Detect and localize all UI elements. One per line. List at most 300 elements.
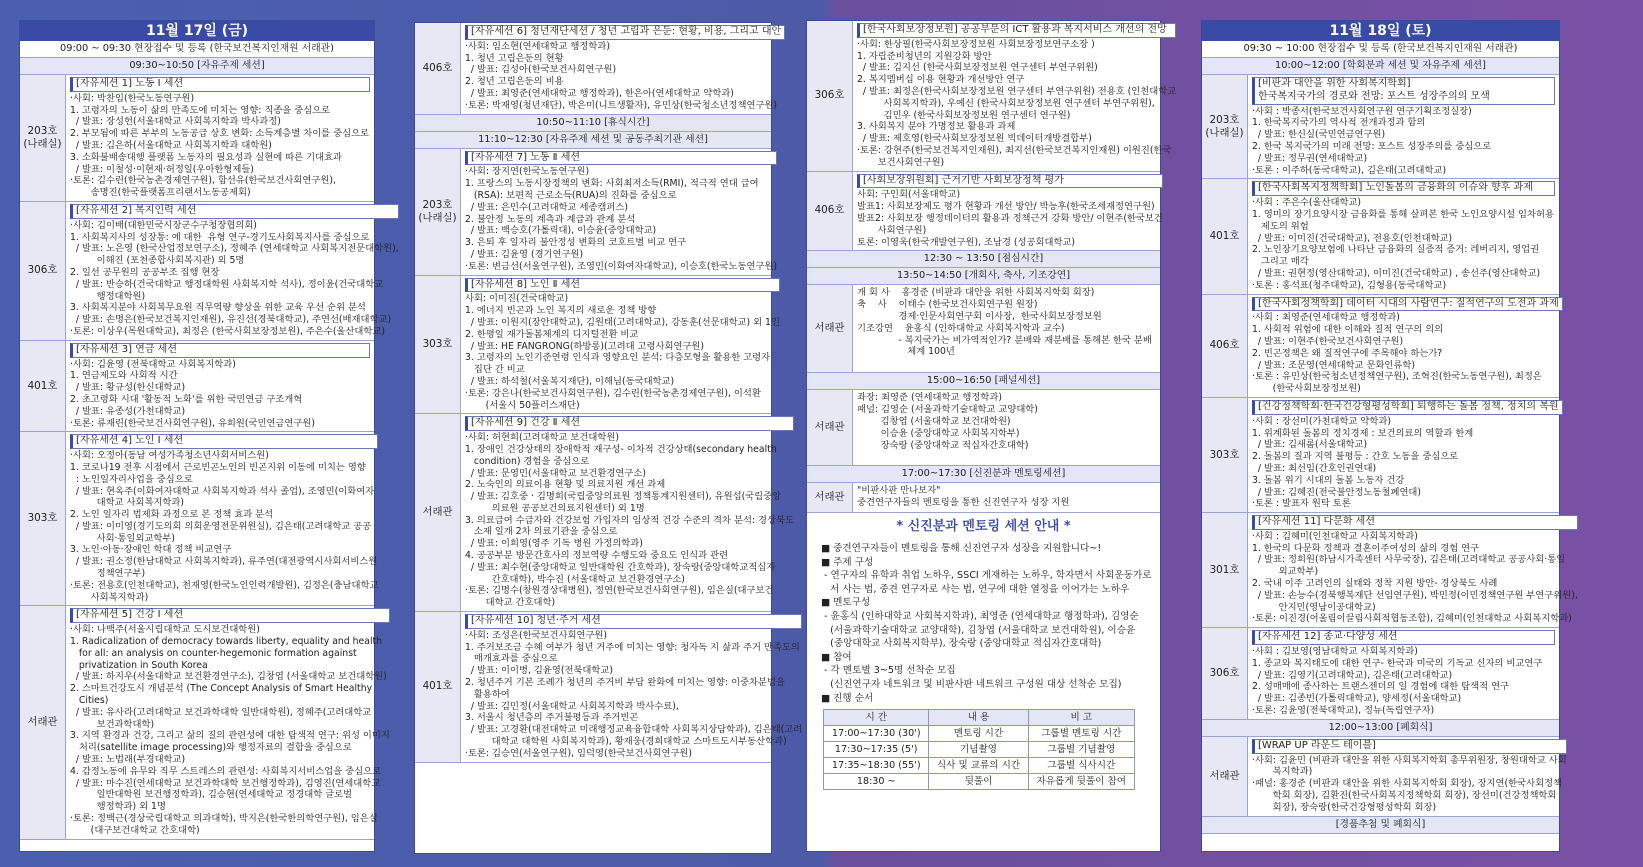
session-body (66, 75, 374, 201)
session-row (1202, 295, 1559, 398)
session-line: 토론: 이영욱(한국개발연구원), 조남경 (성공회대학교) (857, 236, 1076, 248)
session-list (20, 75, 399, 840)
session-title: [자유세션 6] 청년재단세션 / 청년 고립과 은둔: 현황, 비용, 그리고 대안 (465, 25, 785, 40)
session-line: / 발표: 이미진(건국대학교), 전용호(인천대학교) (1252, 232, 1453, 244)
table-cell: 자유롭게 뒷풀이 참여 (1028, 774, 1134, 790)
day-title: 11월 17일 (금) (20, 21, 374, 41)
room-label: 203호 (나래실) (415, 149, 461, 275)
session-line: 보건사회연구원) (857, 156, 945, 168)
session-line: 서 사는 법, 중견 연구자로 사는 법, 연구에 대한 열정을 이어가는 노하우 (821, 583, 1130, 595)
session-body (66, 606, 394, 838)
time-slot-header: 10:00~12:00 [학회분과 세션 및 자유주제 세션] (1202, 58, 1559, 75)
table-cell: 그룹별 멘토링 시간 (1028, 726, 1134, 742)
session-line: 이해진 (포천종합사회복지관) 외 5명 (70, 255, 245, 267)
closing-ceremony: [경품추첨 및 폐회식] (1202, 817, 1559, 834)
session-line: 1. 주거보조금 수혜 여부가 청년 거주에 미치는 영향: 청자독 지 삶과 주거 만족도의 (465, 641, 800, 653)
session-line: / 발표: 은민수(고려대학교 세종캠퍼스) (465, 201, 629, 213)
session-line: 4. 공공부분 방문간호사의 정보역량 수행도와 중요도 인식과 관련 (465, 550, 729, 562)
session-line: (중앙대학교 사회복지학부), 장숙랑 (중앙대학교 적십자간호대학) (821, 638, 1102, 650)
session-line: 2. 부모됨에 따른 부부의 노동공급 상호 변화: 소득계층별 차이를 중심으로 (70, 128, 370, 140)
session-line: / 발표: 김성아(한국보건사회연구원) (465, 64, 617, 76)
session-line: ·토론: 김윤영(전북대학교), 정뉴(독립연구자) (1252, 705, 1435, 717)
session-line: ·토론: 이상우(목원대학교), 최정은 (한국사회보장정보원), 주은수(울산대학교) (70, 325, 386, 337)
session-line: / 발표: 황규성(한신대학교) (70, 382, 186, 394)
session-line: ·사회: 김윤민 (비판과 대안을 위한 사회복지학회 총무위원장, 창원대학교 사회 (1252, 754, 1567, 766)
session-line: / 발표: 김호중 · 김명희(국립중앙의료원 정책통계지원센터), 유원섭(국립중앙 (465, 491, 782, 503)
session-title: [자유세션 1] 노동 Ⅰ 세션 (70, 77, 370, 92)
session-line: 행정학과) 외 1명 (70, 801, 166, 813)
registration-time: 09:30 ~ 10:00 현장접수 및 등록 (한국보건복지인재원 서래관) (1202, 41, 1559, 58)
session-title: [자유세션 10] 청년·주거 세션 (465, 614, 802, 629)
panel-slot: 15:00~16:50 [패널세션] (807, 373, 1160, 390)
session-line: 3. 노인·아동·장애인 학대 정책 비교연구 (70, 544, 232, 556)
table-cell: 17:30~17:35 (5') (824, 742, 929, 758)
session-line: / 발표: 김종빈(가톨릭대학교), 양세정(서울대학교) (1252, 693, 1462, 705)
session-line: 대학교 사회복지학과) (70, 497, 185, 509)
session-line: 학회 회장), 김환진(한국사회복지정책학회 회장), 장선미(건강정책학회 (1252, 790, 1557, 802)
session-line: ■ 참여 (821, 651, 852, 663)
session-title: [자유세션 11] 다문화 세션 (1252, 515, 1578, 530)
session-line: : 노인일자리사업을 중심으로 (70, 473, 193, 485)
session-line: 1. 위계화된 돌봄의 정치경제 : 보건의료의 역할과 한계 (1252, 427, 1474, 439)
session-line: (대구보건대학교 간호대학) (70, 824, 200, 836)
session-line: 3. 지역 환경과 건강, 그리고 삶의 질의 관련성에 대한 탐색적 연구: 위성 이미지 (70, 730, 390, 742)
session-line: 1. 한국복지국가의 역사적 전개과정과 함의 (1252, 117, 1426, 129)
session-line: 이승윤 (중앙대학교 사회복지학부) (857, 427, 1020, 439)
table-cell: 뒷풀이 (929, 774, 1028, 790)
session-line: 2. 노인장기요양보험에 나타난 금융화의 실증적 증거: 레버리지, 영업권 (1252, 244, 1540, 256)
table-cell: 그룹별 식사시간 (1028, 758, 1134, 774)
mentoring-schedule-table (823, 709, 1135, 790)
table-cell: 17:35~18:30 (55') (824, 758, 929, 774)
session-line: 소재 일개 2차 의료기관을 중심으로 (465, 526, 618, 538)
session-row (1202, 628, 1559, 720)
session-line: / 발표: 현옥주(이화여자대학교 사회복지학과 석사 졸업), 조영민(이화여자 (70, 485, 375, 497)
room-label: 서래관 (415, 414, 461, 611)
session-body (461, 23, 789, 114)
session-body (461, 149, 781, 275)
session-line: / 발표: 김지선 (한국사회보장정보원 연구센터 부연구위원) (857, 62, 1098, 74)
panel-details (853, 390, 1160, 465)
session-line: 2. 불안정 노동의 계측과 계급과 관계 분석 (465, 213, 636, 225)
session-line: / 발표: 최영준(연세대학교 행정학과), 한은아(연세대학교 약학과) (465, 87, 734, 99)
session-line: 3. 사회복지 분야 가명정보 활용과 과제 (857, 121, 1016, 133)
session-row (807, 172, 1163, 252)
session-line: ·사회 : 장선미(가천대학교 약학과) (1252, 415, 1391, 427)
session-line: / 발표: 정무권(연세대학교) (1252, 152, 1368, 164)
session-line: / 발표: 권소정(한남대학교 사회복지학과), 류주연(대전광역시사회서비스원 (70, 556, 378, 568)
session-line: 발표1: 사회보장제도 평가 현황과 개선 방안/ 박능후(한국조세재정연구원) (857, 201, 1155, 213)
opening-slot: 13:50~14:50 [개회사, 축사, 기조강연] (807, 268, 1160, 285)
session-line: 3. 의료급여 수급자와 건강보험 가입자의 임상적 건강 수준의 격차 분석: 경상북도 (465, 514, 794, 526)
session-line: ·토론 : 이주하(동국대학교), 김은태(고려대학교) (1252, 164, 1447, 176)
session-line: / 발표: 유사라(고려대학교 보건과학대학 일반대학원), 정혜주(고려대학교 (70, 706, 372, 718)
session-title: [자유세션 7] 노동 Ⅱ 세션 (465, 151, 777, 166)
session-line: 사회복지학과), 우예신 (한국사회보장정보원 연구센터 부연구위원), (857, 97, 1155, 109)
session-line: 대학교 간호대학) (465, 597, 556, 609)
session-title: [자유세션 9] 건강 Ⅱ 세션 (465, 416, 794, 431)
session-line: / 발표: 반승하(건국대학교 행정대학원 사회복지학 석사), 정이윤(건국대학교 (70, 278, 384, 290)
session-line: 중견연구자들의 멘토링을 통한 신진연구자 성장 지원 (857, 497, 1070, 509)
session-line: 2. 한평일 재가돌봄체계의 디지털전환 비교 (465, 328, 639, 340)
session-line: 회장), 장숙랑(한국건강형평성학회 회장) (1252, 801, 1437, 813)
session-body (1248, 295, 1567, 397)
session-line: ·사회: 박찬임(한국노동연구원) (70, 92, 195, 104)
session-line: 그리고 매각 (1252, 256, 1309, 268)
session-line: 집단 간 비교 (465, 364, 525, 376)
session-row (415, 23, 782, 115)
session-line: 2. 성매매에 종사하는 트랜스젠더의 일 경험에 대한 탐색적 연구 (1252, 681, 1510, 693)
session-title: [건강정책학회·한국건강형평성학회] 퇴행하는 돌봄 정책, 정치의 복원 (1252, 400, 1563, 415)
session-line: ·토론: 김수린(한국농촌경제연구원), 함선유(한국보건사회연구원), (70, 175, 336, 187)
session-line: privatization in South Korea (70, 659, 208, 671)
session-line: / 발표: 최정은(한국사회보장정보원 연구센터 부연구위원) 전용호 (인천대학교 (857, 85, 1177, 97)
session-body (1248, 75, 1559, 178)
day-title: 11월 18일 (토) (1202, 21, 1559, 41)
session-line: (신진연구자 네트워크 및 비판사판 네트워크 구성원 대상 선착순 모집) (821, 679, 1122, 691)
session-list-top (415, 23, 782, 115)
registration-time: 09:00 ~ 09:30 현장접수 및 등록 (한국보건복지인재원 서래관) (20, 41, 374, 58)
session-line: 1. 한국의 다문화 정책과 결혼이주여성의 삶의 경험 연구 (1252, 542, 1480, 554)
session-line: 경제·인문사회연구회 이사장, 한국사회보장정보원 (857, 310, 1102, 322)
session-line: 축 사 이태수 (한국보건사회연구원 원장) (857, 299, 1038, 311)
session-title: [사회보장위원회] 근거기반 사회보장정책 평가 (857, 174, 1163, 189)
session-line: 처리(satellite image processing)와 행정자료의 결합을 중심으로 (70, 742, 352, 754)
table-cell: 멘토링 시간 (929, 726, 1028, 742)
session-row (20, 202, 399, 341)
time-slot-header: 09:30~10:50 [자유주제 세션] (20, 58, 374, 75)
session-line: / 발표: HE FANGRONG(하방롱)(고려대 고령사회연구원) (465, 340, 705, 352)
session-line: 매개효과를 중심으로 (465, 653, 558, 665)
session-line: ·사회: 임소현(연세대학교 행정학과) (465, 40, 610, 52)
session-body (1248, 179, 1559, 293)
session-line: - 복지국가는 비가역적인가? 분배와 재분배를 통해본 한국 분배 (857, 334, 1152, 346)
session-line: / 발표: 제호영(한국사회보장정보원 빅데이터개방결합부) (857, 133, 1092, 145)
session-line: ·사회 : 김혜미(인천대학교 사회복지학과) (1252, 530, 1418, 542)
session-line: / 발표: 최선임(간호인권연대) (1252, 462, 1377, 474)
session-line: / 발표: 최수현(중앙대학교 일반대학원 간호학과), 장숙랑(중앙대학교적십자 (465, 561, 776, 573)
room-label: 203호 (나래실) (20, 75, 66, 201)
session-line: ·토론 : 홍석표(청주대학교), 김형용(동국대학교) (1252, 279, 1447, 291)
session-line: ·사회: 장지연(한국노동연구원) (465, 166, 590, 178)
session-line: ·토론: 이진경(어울림이끌림사회적협동조합), 김혜미(인천대학교 사회복지학과) (1252, 613, 1572, 625)
table-header-cell: 시 간 (824, 710, 929, 726)
session-title: [자유세션 4] 노인 Ⅰ 세션 (70, 434, 378, 449)
session-line: ·사회 : 박종서(한국보건사회연구원 연구기획조정실장) (1252, 105, 1472, 117)
session-line: ·토론: 전용호(인천대학교), 천재영(한국노인인력개발원), 김정은(충남대학교 (70, 579, 379, 591)
session-line: ·사회 : 김보영(영남대학교 사회복지학과) (1252, 646, 1418, 658)
session-line: ·토론: 변금선(서울연구원), 조영민(이화여자대학교), 이승호(한국노동연구원) (465, 260, 778, 272)
session-line: 사회: 이미진(건국대학교) (465, 293, 569, 305)
session-line: / 발표: 백승호(가톨릭대), 이승윤(중앙대학교) (465, 225, 657, 237)
mentoring-details (853, 483, 1160, 512)
wrapup-row (1202, 737, 1567, 817)
session-body (66, 202, 403, 340)
session-line: 대학교 대학원 사회복지학과), 황재웅(경희대학교 스마트도시부동산학과) (465, 736, 787, 748)
session-line: 사회·통일외교학부) (70, 532, 176, 544)
table-cell: 식사 및 교류의 시간 (929, 758, 1028, 774)
session-row (20, 432, 379, 606)
session-row (415, 276, 780, 415)
mentoring-info-body (807, 542, 1160, 705)
session-row (415, 414, 794, 612)
session-line: (서울과학기술대학교 교양대학), 김창엽 (서울대학교 보건대학원), 이승윤 (821, 624, 1136, 636)
session-line: / 발표: 권현정(영산대학교), 이미진(건국대학교) , 송선주(영산대학교) (1252, 267, 1541, 279)
session-title: [자유세션 8] 노인 Ⅱ 세션 (465, 278, 780, 293)
session-line: 사회: 구인회(서울대학교) (857, 189, 961, 201)
session-line: Cities) (70, 695, 109, 707)
session-line: 2. 초고령화 시대 '활동적 노화'를 위한 국민연금 구조개혁 (70, 393, 303, 405)
room-label: 서래관 (807, 483, 853, 512)
session-title: [WRAP UP 라운드 테이블] (1252, 739, 1567, 754)
session-line: - 각 멘토별 3~5명 선착순 모집 (821, 665, 956, 677)
session-line: ·토론: 강은나(한국보건사회연구원), 김수린(한국농촌경제연구원), 이석환 (465, 387, 761, 399)
session-line: 2. 한국 복지국가의 미래 전망: 포스트 성장주의를 중심으로 (1252, 140, 1492, 152)
session-line: / 발표: 한신실(국민연금연구원) (1252, 129, 1386, 141)
session-line: 1. 연금제도와 사회적 시간 (70, 370, 178, 382)
session-line: 김민우 (한국사회보장정보원 연구센터 연구원) (857, 109, 1071, 121)
session-line: ·토론 : 발표자 원탁 토론 (1252, 498, 1351, 510)
session-line: ·사회: 오정아(동남 여성가족청소년사회서비스원) (70, 450, 269, 462)
session-line: 2. 노숙인의 의료이용 현황 및 의료지원 개선 과제 (465, 479, 666, 491)
room-label: 301호 (1202, 513, 1248, 627)
session-line: 2. 일선 공무원의 공공부조 집행 현장 (70, 266, 220, 278)
session-list (1202, 75, 1578, 720)
session-title: [한국사회정책학회] 데이터 시대의 사람연구: 질적연구의 도전과 과제 (1252, 297, 1563, 312)
session-line: / 발표: 김윤영 (경기연구원) (465, 248, 584, 260)
session-title: [한국사회복지정책학회] 노인돌봄의 금융화의 이슈와 향후 과제 (1252, 181, 1555, 196)
session-line: / 발표: 손명은(한국보건복지인재원), 유진선(경북대학교), 주연선(배재대학교) (70, 314, 392, 326)
session-row (807, 21, 1177, 172)
session-line: / 발표: 정희원(하남시가족센터 사무국장), 김은태(고려대학교 공공사회·통일 (1252, 554, 1566, 566)
room-label: 203호 (나래실) (1202, 75, 1248, 178)
session-line: ·사회: 나백주(서울시립대학교 도시보건대학원) (70, 624, 260, 636)
session-title: [비판과 대안을 위한 사회복지학회] 한국복지국가의 경로와 전망: 포스트 성장주의의 모색 (1252, 77, 1555, 105)
session-line: ·토론: 정백근(경상국립대학교 의과대학), 박지은(한국한의학연구원), 임은실 (70, 813, 378, 825)
mentoring-slot: 17:00~17:30 [신진분과 멘토링세션] (807, 466, 1160, 483)
session-list (415, 149, 803, 763)
session-line: 행정대학원) (70, 290, 146, 302)
table-header-row (824, 710, 1135, 726)
room-label: 서래관 (807, 285, 853, 372)
session-row (20, 606, 390, 839)
session-row (20, 75, 374, 202)
session-body (853, 172, 1167, 251)
session-row (1202, 513, 1578, 628)
session-line: 1. 사회복지사의 성장통: 에 대한 유형 연구-경기도사회복지사를 중심으로 (70, 231, 370, 243)
session-line: 3. 고령자의 노인기준연령 인식과 영향요인 분석: 다층모형을 활용한 고령자 (465, 352, 771, 364)
session-line: 1. 장애인 건강상태의 장애학적 재구성- 이차적 건강상태(secondary health (465, 443, 777, 455)
session-row (1202, 179, 1559, 294)
session-line: ·토론: 김승연(서울연구원), 임덕영(한국보건사회연구원) (465, 747, 693, 759)
session-line: / 발표: 고경환(대전대학교 미래행정교육융합대학 사회복지상담학과), 김은태(고려 (465, 724, 803, 736)
session-body (66, 341, 374, 432)
session-line: 발표2: 사회보장 행정데이터의 활용과 정책근거 강화 방안/ 이현주(한국보건 (857, 212, 1163, 224)
room-label: 303호 (415, 276, 461, 414)
session-line: 2. 복지멤버십 이용 현황과 개선방안 연구 (857, 74, 1025, 86)
table-cell: 18:30 ~ (824, 774, 929, 790)
session-line: 제도의 위험 (1252, 220, 1309, 232)
opening-row (807, 285, 1160, 373)
session-title: [자유세션 5] 건강 Ⅰ 세션 (70, 608, 390, 623)
session-title: [한국사회보장정보원] 공공부문의 ICT 활용과 복지서비스 개선의 전망 (857, 23, 1176, 38)
session-body (1248, 628, 1559, 719)
schedule-day2-column-4 (1201, 20, 1578, 852)
session-line: / 발표: 이철성·이현재·허정일(우아한형제들) (70, 163, 254, 175)
session-body (66, 432, 382, 605)
session-line: condition) 경험을 중심으로 (465, 455, 590, 467)
session-line: for all: an analysis on counter-hegemonic formation against (70, 647, 357, 659)
session-line: / 발표: 김은하(서울대학교 사회복지학과 대학원) (70, 139, 272, 151)
room-label: 406호 (807, 172, 853, 251)
session-line: 일반대학원 보건행정학과), 김승현(연세대학교 정경대학 글로벌 (70, 789, 353, 801)
session-body (461, 414, 798, 611)
session-line: ■ 중견연구자들이 멘토링을 통해 신진연구자 성장을 지원합니다~! (821, 542, 1102, 554)
session-line: ■ 멘토구성 (821, 597, 871, 609)
session-line: ·사회: 허현희(고려대학교 보건대학원) (465, 432, 619, 444)
session-line: 1. 고령자의 노동이 삶의 만족도에 미치는 영향: 직종을 중심으로 (70, 104, 331, 116)
session-line: / 발표: 이원지(장안대학교), 김원태(고려대학교), 강동훈(선문대학교) 외 1인 (465, 316, 780, 328)
session-body (461, 276, 784, 414)
session-line: 1. 프랑스의 노동시장정책의 변화: 사회최저소득(RMI), 적극적 연대 급여 (465, 178, 759, 190)
session-line: 3. 돌봄 위기 시대의 돌봄 노동자 건강 (1252, 474, 1405, 486)
table-row (824, 742, 1135, 758)
table-header-cell: 비 고 (1028, 710, 1134, 726)
room-label: 서래관 (1202, 737, 1248, 816)
session-line: / 발표: 이희영(영주 기독 병원 가정의학과) (465, 538, 643, 550)
mentoring-info-title: * 신진분과 멘토링 세션 안내 * (896, 519, 1071, 535)
room-label: 서래관 (807, 390, 853, 465)
table-body (824, 726, 1135, 790)
session-line: 좌장: 최영준 (연세대학교 행정학과) (857, 392, 1002, 404)
session-row (20, 341, 374, 433)
room-label: 306호 (1202, 628, 1248, 719)
session-line: 1. 코로나19 전후 시점에서 근로빈곤노인의 빈곤지위 이동에 미치는 영향 (70, 461, 366, 473)
session-line: / 발표: 김혜진(전국불안정노동철폐연대) (1252, 486, 1422, 498)
room-label: 서래관 (20, 606, 66, 838)
time-slot-header: 11:10~12:30 [자유주제 세션 및 공동주최기관 세션] (415, 132, 771, 149)
table-cell: 그룹별 기념촬영 (1028, 742, 1134, 758)
session-line: - 연구자의 유학과 취업 노하우, SSCI 게재하는 노하우, 학자면서 사회운동가로 (821, 570, 1152, 582)
session-line: 개 회 사 홍경준 (비판과 대안을 위한 사회복지학회 회장) (857, 287, 1095, 299)
room-label: 401호 (415, 612, 461, 762)
session-body (461, 612, 806, 762)
session-line: / 발표: 하지우(서울대학교 보건환경연구소), 김창엽 (서울대학교 보건대학원) (70, 671, 387, 683)
session-line: ·사회: 김이배(대한민국시장군수구청장협의회) (70, 219, 257, 231)
session-line: 3. 소화불배송대행 플랫폼 노동자의 필요성과 실현에 따른 기대효과 (70, 151, 343, 163)
session-line: ·토론: 김명수(창원경상대병원), 정연(한국보건사회연구원), 임은실(대구보건 (465, 585, 774, 597)
session-line: / 발표: 문영민(서울대학교 보건환경연구소) (465, 467, 646, 479)
table-row (824, 726, 1135, 742)
session-line: 2. 청년주거 기본 조례가 청년의 주거비 부담 완화에 미치는 영향: 이중차분법을 (465, 677, 785, 689)
session-line: 기조강연 윤홍식 (인하대학교 사회복지학과 교수) (857, 322, 1065, 334)
session-line: 장숙랑 (중앙대학교 적십자간호대학) (857, 439, 1029, 451)
session-title: [자유세션 2] 복지인력 세션 (70, 204, 399, 219)
session-line: ·사회: 한상필(한국사회보장정보원 사회보장정보연구소장 ) (857, 38, 1095, 50)
session-line: 외교학부) (1252, 566, 1319, 578)
session-line: 2. 빈곤정책은 왜 질적연구에 주목해야 하는가? (1252, 347, 1443, 359)
session-row (1202, 398, 1559, 513)
table-row (824, 774, 1135, 790)
session-line: 1. Radicalization of democracy towards liberty, equality and health (70, 636, 383, 648)
schedule-day1-column-2 (414, 22, 803, 854)
break-time: 10:50~11:10 [휴식시간] (415, 115, 771, 132)
session-body (853, 21, 1180, 171)
session-line: ■ 주제 구성 (821, 556, 874, 568)
session-line: 3. 사회복지분야 사회복무요원 직무역량 향상을 위한 교육 우선 순위 분석 (70, 302, 366, 314)
session-line: ·토론 : 유민상(한국청소년정책연구원), 조혁진(한국노동연구원), 최정은 (1252, 371, 1542, 383)
room-label: 306호 (20, 202, 66, 340)
session-line: / 발표: 손능수(경북행복재단 선임연구원), 박민정(이민정책연구원 부연구위원), (1252, 589, 1578, 601)
session-line: ·토론: 박재영(청년재단), 박은미(니트생활자), 유민상(한국청소년정책연구원) (465, 99, 778, 111)
session-line: 보건과학대학) (70, 718, 155, 730)
session-line: 1. 영미의 장기요양시장 금융화를 통해 살펴본 한국 노인요양시설 임차허용 (1252, 208, 1554, 220)
session-line: 사회복지학과) (70, 591, 149, 603)
session-line: (RSA): 보편적 근로소득(RUA)의 진화를 중심으로 (465, 189, 677, 201)
session-line: 3. 은퇴 후 일자리 불안정성 변화의 코호트별 비교 연구 (465, 237, 687, 249)
session-line: 2. 국내 이주 고려인의 실태와 정착 지원 방안- 경상북도 사례 (1252, 578, 1498, 590)
session-line: 활용하여 (465, 688, 510, 700)
lunch-time: 12:30 ~ 13:50 [점심시간] (807, 251, 1160, 268)
session-line: 사회연구원) (857, 224, 927, 236)
session-line: ·토론: 강현주(한국보건복지인재원), 최지선(한국보건복지인재원) 이원진(한국 (857, 144, 1172, 156)
session-line: 2. 스마트건강도시 개념분석 (The Concept Analysis of Smart Healthy (70, 683, 373, 695)
session-line: 김창엽 (서울대학교 보건대학원) (857, 415, 1011, 427)
session-title: [자유세션 3] 연금 세션 (70, 343, 370, 358)
mentoring-row (807, 483, 1160, 513)
session-title: [자유세션 12] 종교·다양성 세션 (1252, 630, 1555, 645)
session-line: ■ 진행 순서 (821, 692, 874, 704)
room-label: 401호 (1202, 179, 1248, 293)
table-cell: 기념촬영 (929, 742, 1028, 758)
session-line: "비판사판 만나보자" (857, 485, 941, 497)
table-cell: 17:00~17:30 (30') (824, 726, 929, 742)
session-line: 1. 자립준비청년의 지원강화 방안 (857, 50, 992, 62)
room-label: 303호 (20, 432, 66, 605)
session-line: / 발표: 노은영 (한국산업정보연구소), 정혜주 (연세대학교 사회복지전문대학원), (70, 243, 399, 255)
session-line: 송명진(한국플랫폼프리랜서노동공제회) (70, 187, 251, 199)
session-line: / 발표: 조문영(연세대학교 문화인류학) (1252, 359, 1416, 371)
session-line: 1. 종교와 복지태도에 대한 연구- 한국과 미국의 기독교 신자의 비교연구 (1252, 657, 1543, 669)
session-list-top (807, 21, 1177, 251)
session-line: 복지학과) (1252, 766, 1313, 778)
session-line: / 발표: 이미영(경기도의회 의회운영전문위원실), 김은태(고려대학교 공공 (70, 520, 372, 532)
opening-details (853, 285, 1160, 372)
session-line: - 윤홍식 (인하대학교 사회복지학과), 최영준 (연세대학교 행정학과), 김영순 (821, 611, 1139, 623)
session-row (415, 149, 778, 276)
session-line: 1. 청년 고립은둔의 현황 (465, 52, 564, 64)
session-line: / 발표: 장성헌(서울대학교 사회복지학과 박사과정) (70, 116, 281, 128)
room-label: 406호 (415, 23, 461, 114)
session-line: ·사회: 조성은(한국보건사회연구원) (465, 629, 608, 641)
session-line: 3. 서울시 청년층의 주거불평등과 주거빈곤 (465, 712, 639, 724)
room-label: 303호 (1202, 398, 1248, 512)
wrapup-details (1248, 737, 1571, 816)
session-line: (한국사회보장정보원) (1252, 383, 1361, 395)
schedule-day1-column-1 (19, 20, 399, 852)
table-row (824, 758, 1135, 774)
session-line: 정책연구부) (70, 568, 146, 580)
session-line: 안지민(영남이공대학교) (1252, 601, 1376, 613)
room-label: 401호 (20, 341, 66, 432)
session-body (1248, 398, 1567, 512)
schedule-day1-column-3 (806, 20, 1177, 852)
session-line: / 발표: 노법래(부경대학교) (70, 754, 186, 766)
session-line: / 발표: 하석철(서울복지재단), 이해님(동국대학교) (465, 375, 675, 387)
closing-slot: 12:00~13:00 [폐회식] (1202, 720, 1559, 737)
session-line: / 발표: 마수진(연세대학교 보건과학대학 보건행정학과), 김영진(연세대학교 (70, 777, 381, 789)
session-line: ·토론: 류재린(한국보건사회연구원), 유희원(국민연금연구원) (70, 417, 316, 429)
